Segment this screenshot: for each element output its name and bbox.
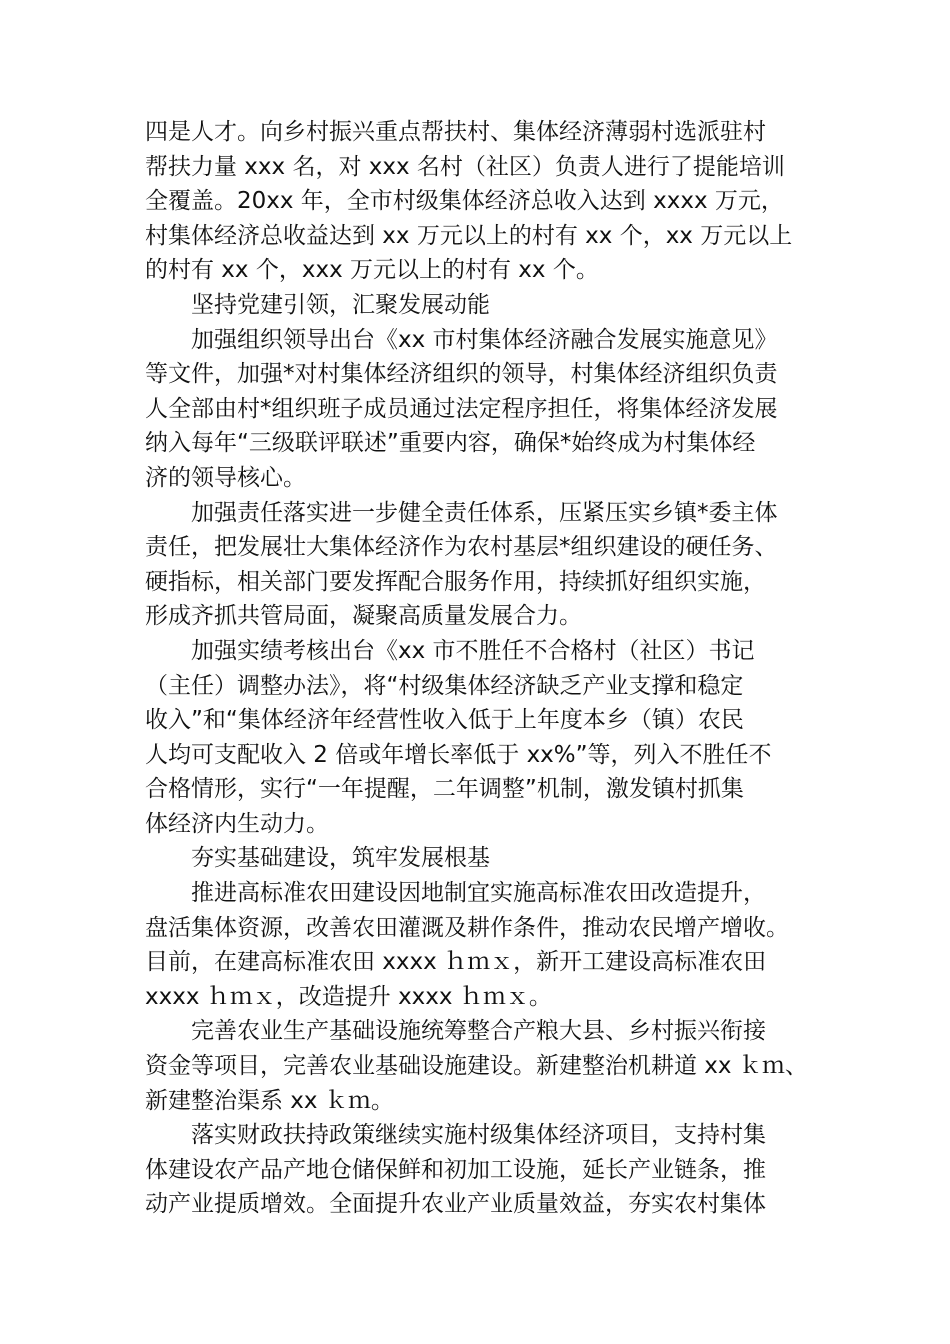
text-line: 合格情形，实行“一年提醒，二年调整”机制，激发镇村抓集 <box>145 776 744 803</box>
text-line: 盘活集体资源，改善农田灌溉及耕作条件，推动农民增产增收。 <box>145 914 789 941</box>
paragraph-first-line: 加强实绩考核出台《xx 市不胜任不合格村（社区）书记 <box>191 637 755 664</box>
text-line: 全覆盖。20xx 年，全市村级集体经济总收入达到 xxxx 万元， <box>145 188 784 215</box>
text-line: 人均可支配收入 2 倍或年增长率低于 xx%”等，列入不胜任不 <box>145 741 772 768</box>
text-line: 人全部由村*组织班子成员通过法定程序担任，将集体经济发展 <box>145 395 778 422</box>
paragraph-first-line: 坚持党建引领，汇聚发展动能 <box>191 291 490 318</box>
text-line: 体经济内生动力。 <box>145 810 329 837</box>
text-line: 的村有 xx 个，xxx 万元以上的村有 xx 个。 <box>145 257 599 284</box>
text-line: xxxx ｈｍｘ，改造提升 xxxx ｈｍｘ。 <box>145 983 552 1010</box>
text-line: 收入”和“集体经济年经营性收入低于上年度本乡（镇）农民 <box>145 707 744 734</box>
text-line: 帮扶力量 xxx 名，对 xxx 名村（社区）负责人进行了提能培训 <box>145 153 785 180</box>
text-line: 体建设农产品产地仓储保鲜和初加工设施，延长产业链条，推 <box>145 1156 766 1183</box>
text-line: 等文件，加强*对村集体经济组织的领导，村集体经济组织负责 <box>145 361 778 388</box>
text-line: 济的领导核心。 <box>145 464 306 491</box>
text-line: 新建整治渠系 xx ｋｍ。 <box>145 1087 394 1114</box>
paragraph-first-line: 加强组织领导出台《xx 市村集体经济融合发展实施意见》 <box>191 326 778 353</box>
paragraph-first-line: 推进高标准农田建设因地制宜实施高标准农田改造提升， <box>191 880 766 907</box>
text-line: 责任，把发展壮大集体经济作为农村基层*组织建设的硬任务、 <box>145 534 778 561</box>
text-line: 村集体经济总收益达到 xx 万元以上的村有 xx 个，xx 万元以上 <box>145 222 793 249</box>
document-body <box>145 115 810 1222</box>
text-line: （主任）调整办法》，将“村级集体经济缺乏产业支撑和稳定 <box>145 672 744 699</box>
text-line: 纳入每年“三级联评联述”重要内容，确保*始终成为村集体经 <box>145 430 756 457</box>
paragraph-first-line: 完善农业生产基础设施统筹整合产粮大县、乡村振兴衔接 <box>191 1018 766 1045</box>
text-line: 目前，在建高标准农田 xxxx ｈｍｘ，新开工建设高标准农田 <box>145 949 767 976</box>
text-line: 形成齐抓共管局面，凝聚高质量发展合力。 <box>145 603 582 630</box>
text-line: 四是人才。向乡村振兴重点帮扶村、集体经济薄弱村选派驻村 <box>145 119 766 145</box>
text-line: 动产业提质增效。全面提升农业产业质量效益，夯实农村集体 <box>145 1191 766 1218</box>
text-line: 硬指标，相关部门要发挥配合服务作用，持续抓好组织实施， <box>145 568 766 595</box>
paragraph-first-line: 加强责任落实进一步健全责任体系，压紧压实乡镇*委主体 <box>191 499 778 526</box>
text-line: 资金等项目，完善农业基础设施建设。新建整治机耕道 xx ｋｍ、 <box>145 1053 808 1080</box>
paragraph-first-line: 落实财政扶持政策继续实施村级集体经济项目，支持村集 <box>191 1122 766 1149</box>
paragraph-first-line: 夯实基础建设，筑牢发展根基 <box>191 845 490 872</box>
